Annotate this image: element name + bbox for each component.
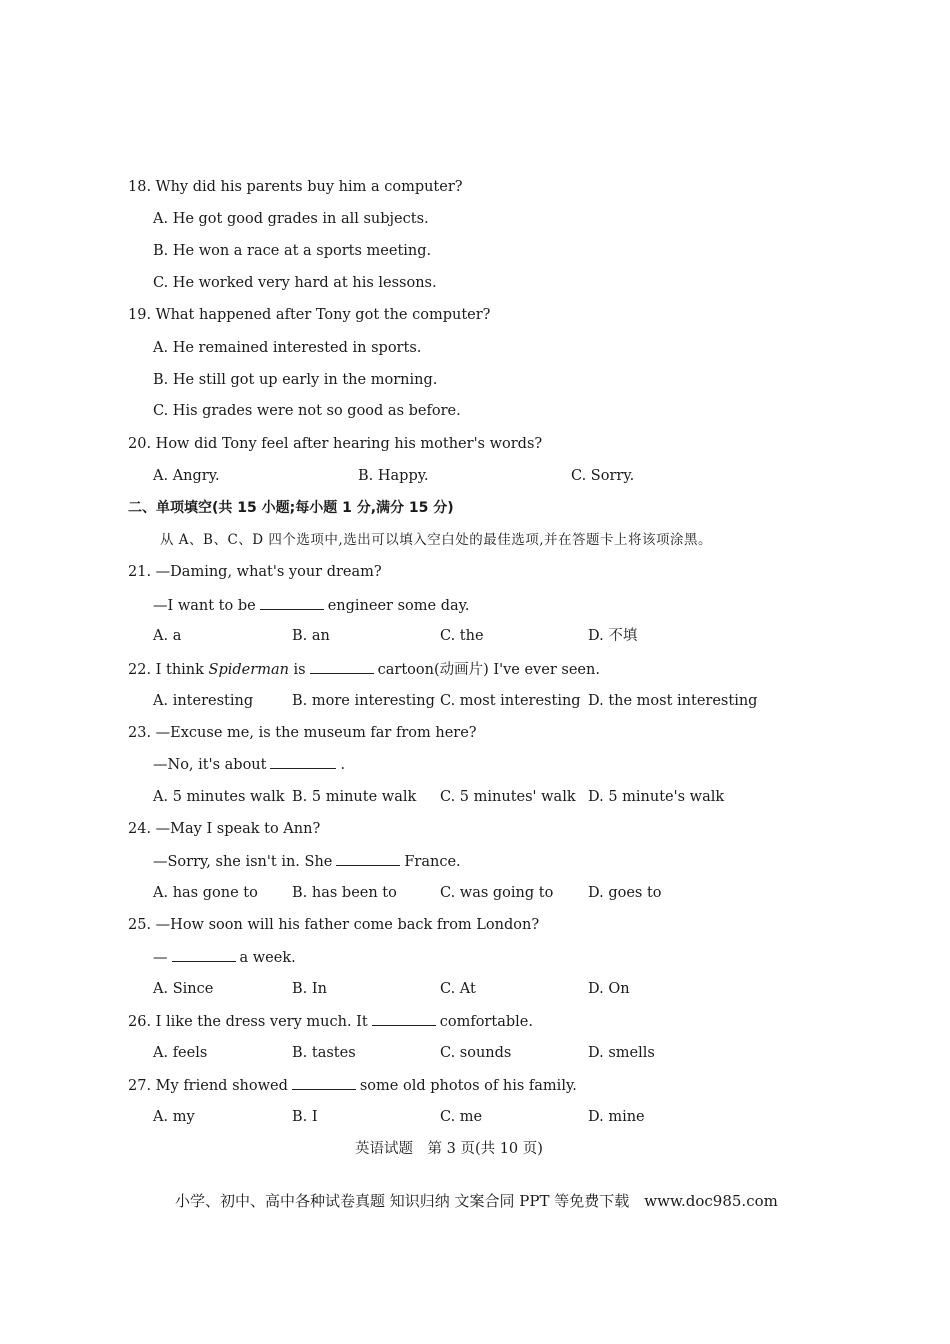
q27-post: some old photos of his family. bbox=[359, 1078, 577, 1094]
q26-post: comfortable. bbox=[439, 1014, 533, 1030]
q22-blank bbox=[310, 659, 374, 674]
q27-option-a: A. my bbox=[153, 1109, 195, 1125]
q22-option-c: C. most interesting bbox=[440, 693, 581, 709]
site-footer: 小学、初中、高中各种试卷真题 知识归纳 文案合同 PPT 等免费下载 www.doc985.com bbox=[175, 1192, 778, 1210]
q25-stem: 25. —How soon will his father come back from London? bbox=[128, 917, 540, 933]
q21-stem: 21. —Daming, what's your dream? bbox=[128, 564, 382, 580]
q24-line2-pre: —Sorry, she isn't in. She bbox=[153, 854, 333, 870]
q21-line2-post: engineer some day. bbox=[327, 598, 470, 614]
q23-stem: 23. —Excuse me, is the museum far from here? bbox=[128, 725, 477, 741]
page-footer: 英语试题 第 3 页(共 10 页) bbox=[355, 1141, 543, 1157]
q26-option-b: B. tastes bbox=[292, 1045, 356, 1061]
q24-option-b: B. has been to bbox=[292, 885, 397, 901]
q22-option-d: D. the most interesting bbox=[588, 693, 758, 709]
q20-option-c: C. Sorry. bbox=[571, 468, 635, 484]
q23-line2-pre: —No, it's about bbox=[153, 757, 267, 773]
q22-pre: 22. I think bbox=[128, 662, 204, 678]
q25-line2 bbox=[153, 947, 296, 968]
q26-option-a: A. feels bbox=[153, 1045, 208, 1061]
q23-line2-post: . bbox=[340, 757, 346, 773]
q21-option-a: A. a bbox=[153, 628, 182, 644]
q25-line2-post: a week. bbox=[239, 950, 296, 966]
q23-line2 bbox=[153, 754, 345, 775]
q24-option-a: A. has gone to bbox=[153, 885, 258, 901]
q23-option-b: B. 5 minute walk bbox=[292, 789, 417, 805]
q18-option-c: C. He worked very hard at his lessons. bbox=[153, 275, 437, 291]
section2-instruction: 从 A、B、C、D 四个选项中,选出可以填入空白处的最佳选项,并在答题卡上将该项涂黑。 bbox=[160, 532, 712, 548]
q25-option-d: D. On bbox=[588, 981, 630, 997]
q25-option-a: A. Since bbox=[153, 981, 214, 997]
q19-option-b: B. He still got up early in the morning. bbox=[153, 372, 438, 388]
q19-option-a: A. He remained interested in sports. bbox=[153, 340, 422, 356]
section2-title: 二、单项填空(共 15 小题;每小题 1 分,满分 15 分) bbox=[128, 500, 454, 516]
q26-stem bbox=[128, 1011, 533, 1032]
q21-option-c: C. the bbox=[440, 628, 484, 644]
q22-mid: is bbox=[293, 662, 306, 678]
q27-pre: 27. My friend showed bbox=[128, 1078, 288, 1094]
q18-stem: 18. Why did his parents buy him a computer? bbox=[128, 179, 463, 195]
q25-option-b: B. In bbox=[292, 981, 327, 997]
q19-stem: 19. What happened after Tony got the computer? bbox=[128, 307, 491, 323]
q27-stem bbox=[128, 1075, 577, 1096]
q26-pre: 26. I like the dress very much. It bbox=[128, 1014, 368, 1030]
q20-option-a: A. Angry. bbox=[153, 468, 220, 484]
q23-option-a: A. 5 minutes walk bbox=[153, 789, 285, 805]
q27-option-c: C. me bbox=[440, 1109, 483, 1125]
q24-option-d: D. goes to bbox=[588, 885, 662, 901]
q26-blank bbox=[372, 1011, 436, 1026]
q24-option-c: C. was going to bbox=[440, 885, 554, 901]
q27-option-b: B. I bbox=[292, 1109, 318, 1125]
q20-option-b: B. Happy. bbox=[358, 468, 429, 484]
q22-stem bbox=[128, 659, 600, 680]
q27-option-d: D. mine bbox=[588, 1109, 645, 1125]
q24-stem: 24. —May I speak to Ann? bbox=[128, 821, 321, 837]
q21-blank bbox=[260, 595, 324, 610]
q22-option-a: A. interesting bbox=[153, 693, 254, 709]
q26-option-d: D. smells bbox=[588, 1045, 655, 1061]
q22-option-b: B. more interesting bbox=[292, 693, 435, 709]
q20-stem: 20. How did Tony feel after hearing his mother's words? bbox=[128, 436, 543, 452]
q24-line2 bbox=[153, 851, 461, 872]
q21-option-b: B. an bbox=[292, 628, 330, 644]
q18-option-a: A. He got good grades in all subjects. bbox=[153, 211, 429, 227]
q25-blank bbox=[172, 947, 236, 962]
q21-option-d: D. 不填 bbox=[588, 628, 638, 644]
q26-option-c: C. sounds bbox=[440, 1045, 512, 1061]
q21-line2-pre: —I want to be bbox=[153, 598, 256, 614]
q22-title: Spiderman bbox=[208, 662, 289, 678]
q24-line2-post: France. bbox=[404, 854, 461, 870]
q21-line2 bbox=[153, 595, 470, 616]
q19-option-c: C. His grades were not so good as before. bbox=[153, 403, 461, 419]
q23-blank bbox=[270, 754, 336, 769]
q23-option-d: D. 5 minute's walk bbox=[588, 789, 725, 805]
q24-blank bbox=[336, 851, 400, 866]
q25-option-c: C. At bbox=[440, 981, 476, 997]
q18-option-b: B. He won a race at a sports meeting. bbox=[153, 243, 432, 259]
q23-option-c: C. 5 minutes' walk bbox=[440, 789, 576, 805]
q27-blank bbox=[292, 1075, 356, 1090]
q25-line2-pre: — bbox=[153, 950, 168, 966]
q22-post: cartoon(动画片) I've ever seen. bbox=[377, 662, 600, 678]
